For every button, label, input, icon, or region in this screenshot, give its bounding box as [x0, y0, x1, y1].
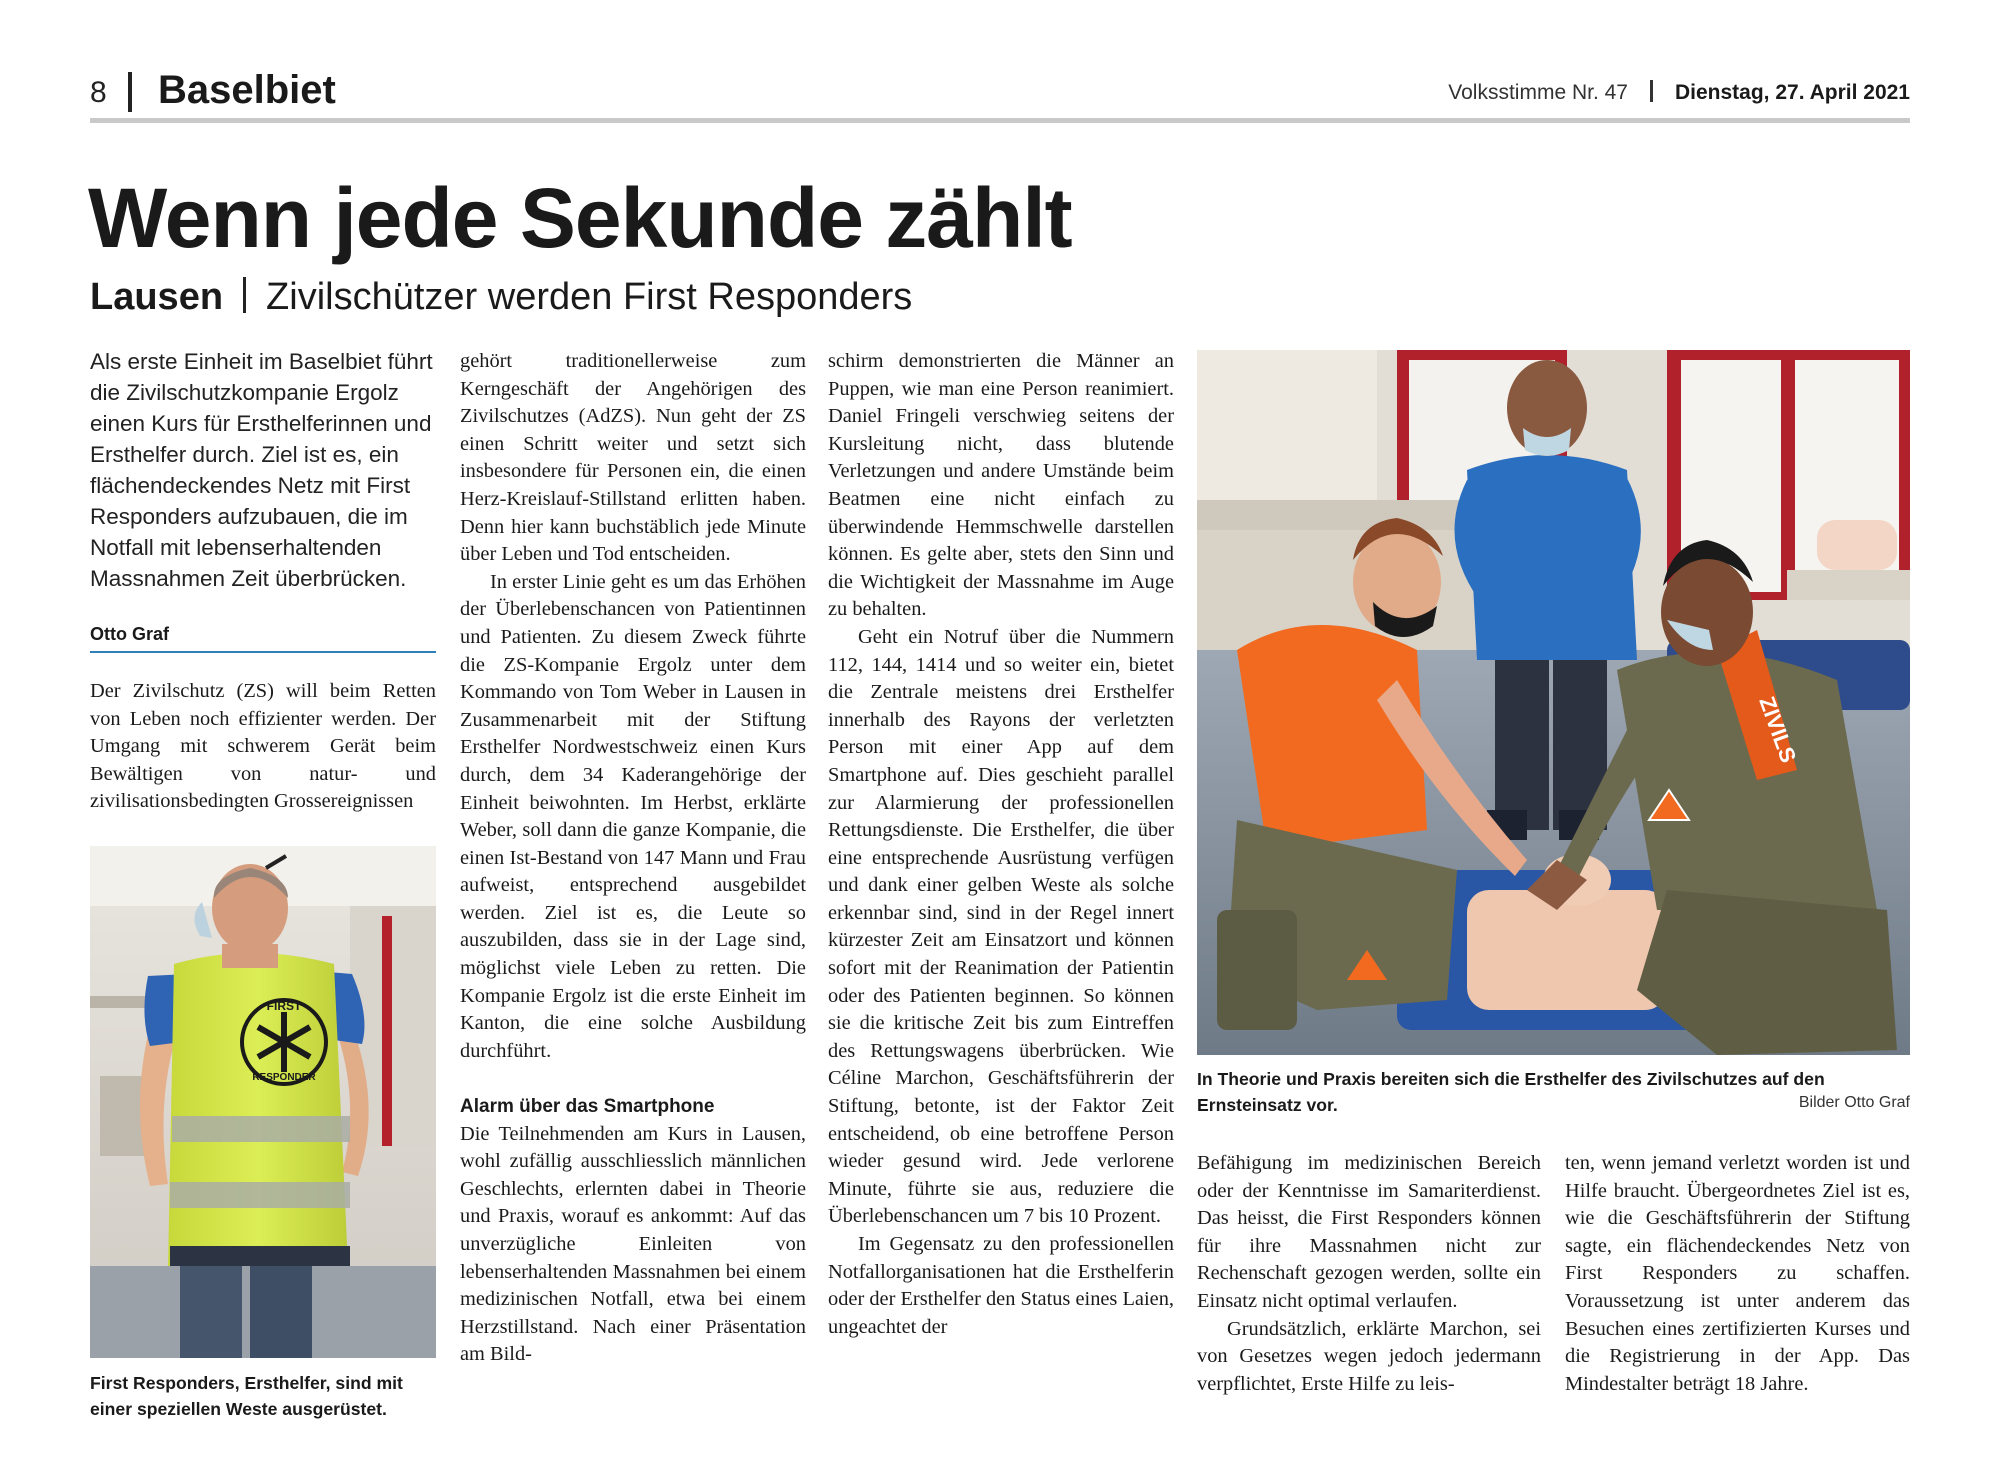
author-byline: Otto Graf [90, 624, 436, 653]
vest-label-bottom: RESPONDER [252, 1072, 316, 1083]
section-title: Baselbiet [158, 68, 336, 112]
section-subhead: Alarm über das Smartphone [460, 1096, 715, 1118]
article-column-2 [460, 348, 806, 1369]
vest-label-top: FIRST [266, 999, 302, 1013]
subtitle: Zivilschützer werden First Responders [266, 276, 913, 318]
paragraph: Im Gegensatz zu den professionellen Notfallorganisationen hat die Ersthelferin oder der Ersthelfer den Status eines Laien, ungeachtet der [828, 1233, 1174, 1338]
publication-name: Volksstimme Nr. 47 [1448, 81, 1628, 104]
paragraph: Geht ein Notruf über die Nummern 112, 144, 1414 und so weiter ein, bietet die Zentrale meistens drei Ersthelfer innerhalb des Rayons der verletzten Person mit einer App auf dem Smartphone auf. Dies geschieht parallel zur Alarmierung der professionellen Rettungsdienste. Die Ersthelfer, die über eine entsprechende Ausrüstung verfügen und dank einer gelben Weste als solche erkennbar sind, sind in der Regel innert kürzester Zeit am Einsatzort und können sofort mit der Reanimation der Patientin oder des Patienten beginnen. So können sie die kritische Zeit bis zum Eintreffen des Rettungswagens überbrücken. Wie Céline Marchon, Geschäftsführerin der Stiftung, betonte, ist der Faktor Zeit entscheidend, ob eine betroffene Person wieder gesund wird. Jede verlorene Minute, führte sie aus, reduziere die Überlebenschancen um 7 bis 10 Prozent. [828, 625, 1174, 1228]
dateline: Lausen [90, 276, 224, 318]
article-column-3 [828, 348, 1174, 1341]
photo-first-responder-vest [90, 846, 436, 1358]
issue-info [1448, 80, 1910, 105]
paragraph: Grundsätzlich, erklärte Marchon, sei von Gesetzes wegen jedoch jedermann verpflichtet, Erste Hilfe zu leis- [1197, 1317, 1541, 1395]
uniform-label: ZIVILS [1754, 693, 1802, 767]
masthead [90, 66, 1910, 120]
photo2-caption: In Theorie und Praxis bereiten sich die Ersthelfer des Zivilschutzes auf den Ernsteinsatz vor. [1197, 1069, 1825, 1115]
paragraph: gehört traditionellerweise zum Kerngeschäft der Angehörigen des Zivilschutzes (AdZS). Nun geht der ZS einen Schritt weiter und setzt sich insbesondere für Personen ein, die einen Herz-Kreislauf-Stillstand erlitten haben. Denn hier kann buchstäblich jede Minute über Leben und Tod entscheiden. [460, 350, 806, 566]
paragraph: ten, wenn jemand verletzt worden ist und Hilfe braucht. Übergeordnetes Ziel ist es, wie die Geschäftsführerin der Stiftung sagte, ein flächendeckendes Netz von First Responders zu schaffen. Voraussetzung ist unter anderem das Besuchen eines zertifizierten Kurses und die Registrierung in der App. Das Mindestalter beträgt 18 Jahre. [1565, 1152, 1910, 1395]
photo-credit: Bilder Otto Graf [1798, 1094, 1910, 1111]
article-column-4 [1197, 1150, 1541, 1398]
masthead-rule [90, 118, 1910, 123]
subheadline [90, 276, 912, 319]
headline: Wenn jede Sekunde zählt [88, 171, 1072, 265]
paragraph: Der Zivilschutz (ZS) will beim Retten von Leben noch effizienter werden. Der Umgang mit schwerem Gerät beim Bewältigen von natur- und zivilisationsbedingten Grossereignissen [90, 680, 436, 813]
issue-date: Dienstag, 27. April 2021 [1675, 81, 1910, 104]
subheadline-divider [243, 277, 246, 313]
paragraph: In erster Linie geht es um das Erhöhen der Überlebenschancen von Patientinnen und Patienten. Zu diesem Zweck führte die ZS-Kompanie Ergolz unter dem Kommando von Tom Weber in Lausen in Zusammenarbeit mit der Stiftung Ersthelfer Nordwestschweiz einen Kurs durch, dem 34 Kaderangehörige der Einheit beiwohnten. Im Herbst, erklärte Weber, soll dann die ganze Kompanie, die einen Ist-Bestand von 147 Mann und Frau aufweist, entsprechend ausgebildet werden. Ziel ist es, die Leute so auszubilden, dass sie in der Lage sind, möglichst viele Leben zu retten. Die Kompanie Ergolz ist die erste Einheit im Kanton, die eine solche Ausbildung durchführt. [460, 570, 806, 1062]
lead-paragraph: Als erste Einheit im Baselbiet führt die Zivilschutzkompanie Ergolz einen Kurs für Ersthelferinnen und Ersthelfer durch. Ziel ist es, ein flächendeckendes Netz mit First Responders aufzubauen, die im Notfall mit lebenserhaltenden Massnahmen Zeit überbrücken. [90, 349, 433, 591]
article-column-1 [90, 678, 436, 816]
photo-cpr-training [1197, 350, 1910, 1055]
paragraph: Befähigung im medizinischen Bereich oder der Kenntnisse im Samariterdienst. Das heisst, die First Responders können für ihre Massnahmen nicht zur Rechenschaft gezogen werden, sollte ein Einsatz nicht optimal verlaufen. [1197, 1152, 1541, 1312]
article-column-5 [1565, 1150, 1910, 1398]
photo1-caption: First Responders, Ersthelfer, sind mit einer speziellen Weste ausgerüstet. [90, 1373, 403, 1419]
paragraph: schirm demonstrierten die Männer an Puppen, wie man eine Person reanimiert. Daniel Fringeli verschwieg seitens der Kursleitung nicht, dass blutende Verletzungen und andere Umstände beim Beatmen eine nicht einfach zu überwindende Hemmschwelle darstellen können. Es gelte aber, stets den Sinn und die Wichtigkeit der Massnahme im Auge zu behalten. [828, 350, 1174, 621]
issue-divider [1650, 80, 1653, 102]
paragraph: Die Teilnehmenden am Kurs in Lausen, wohl zufällig ausschliesslich männlichen Geschlechts, erlernten dabei in Theorie und Praxis, worauf es ankommt: Auf das unverzügliche Einleiten von lebenserhaltenden Massnahmen bei einem medizinischen Notfall, etwa bei einem Herzstillstand. Nach einer Präsentation am Bild- [460, 1122, 806, 1366]
masthead-divider [128, 72, 132, 112]
page-number: 8 [90, 76, 107, 109]
